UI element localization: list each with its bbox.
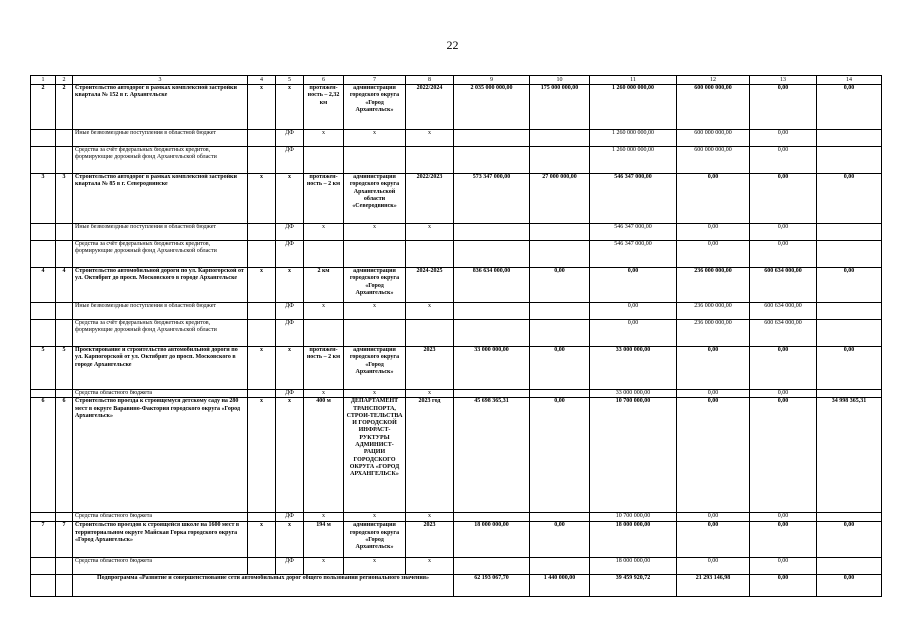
- executor-cell: х: [344, 303, 406, 320]
- total-amount: 0,00: [817, 575, 882, 597]
- amount-cell: 836 634 000,00: [454, 268, 530, 303]
- project-name: Строительство автомобильной дороги по ул. Карпогорской от ул. Октябрят до просп. Московского в городе Архангельске: [73, 268, 248, 303]
- row-sub-number: [56, 241, 73, 268]
- row-sub-number: 3: [56, 174, 73, 224]
- amount-cell: 0,00: [750, 130, 817, 147]
- table-subrow: [31, 303, 882, 320]
- amount-cell: 0,00: [530, 522, 590, 558]
- amount-cell: [454, 147, 530, 174]
- amount-cell: 0,00: [677, 174, 750, 224]
- capacity-cell: [304, 147, 344, 174]
- capacity-cell: 2 км: [304, 268, 344, 303]
- amount-cell: 0,00: [677, 513, 750, 522]
- row-number: 3: [31, 174, 56, 224]
- amount-cell: 0,00: [750, 241, 817, 268]
- period-cell: [406, 241, 454, 268]
- row-sub-number: [56, 390, 73, 398]
- amount-cell: [530, 558, 590, 575]
- table-cell: х: [276, 398, 304, 513]
- period-cell: х: [406, 303, 454, 320]
- table-cell: х: [248, 85, 276, 130]
- row-sub-number: [56, 303, 73, 320]
- row-number: [31, 241, 56, 268]
- amount-cell: 600 634 000,00: [750, 320, 817, 347]
- table-cell: х: [276, 522, 304, 558]
- subprogram-total-label: Подпрограмма «Развитие и совершенствование сети автомобильных дорог общего пользования регионального значения»: [73, 575, 454, 597]
- table-cell: х: [248, 268, 276, 303]
- column-header: 8: [406, 76, 454, 85]
- table-row: [31, 522, 882, 558]
- amount-cell: 0,00: [530, 398, 590, 513]
- project-name: Проектирование и строительство автомобильной дороги по ул. Карпогорской от ул. Октябрят до просп. Московского в городе Архангельске: [73, 347, 248, 390]
- table-subrow: [31, 130, 882, 147]
- amount-cell: [530, 390, 590, 398]
- amount-cell: 0,00: [677, 347, 750, 390]
- total-amount: 21 293 146,98: [677, 575, 750, 597]
- amount-cell: 0,00: [817, 85, 882, 130]
- project-name: Строительство автодорог в рамках комплексной застройки квартала № 85 в г. Северодвинске: [73, 174, 248, 224]
- amount-cell: 10 700 000,00: [590, 398, 677, 513]
- total-amount: 0,00: [750, 575, 817, 597]
- capacity-cell: х: [304, 513, 344, 522]
- funding-source: Средства за счёт федеральных бюджетных кредитов, формирующие дорожный фонд Архангельской области: [73, 320, 248, 347]
- amount-cell: [817, 241, 882, 268]
- capacity-cell: х: [304, 390, 344, 398]
- table-cell: ДФ: [276, 558, 304, 575]
- table-cell: ДФ: [276, 130, 304, 147]
- funding-source: Иные безвозмездные поступления в областной бюджет: [73, 303, 248, 320]
- executor-cell: [344, 241, 406, 268]
- table-cell: ДФ: [276, 147, 304, 174]
- capacity-cell: [304, 320, 344, 347]
- table-cell: [248, 303, 276, 320]
- amount-cell: [454, 130, 530, 147]
- executor-cell: х: [344, 390, 406, 398]
- amount-cell: [454, 513, 530, 522]
- row-number: [31, 513, 56, 522]
- row-sub-number: 2: [56, 85, 73, 130]
- table-cell: х: [248, 398, 276, 513]
- table-cell: [248, 147, 276, 174]
- capacity-cell: х: [304, 558, 344, 575]
- column-header: 6: [304, 76, 344, 85]
- amount-cell: 0,00: [677, 398, 750, 513]
- row-number: 5: [31, 347, 56, 390]
- period-cell: 2024-2025: [406, 268, 454, 303]
- amount-cell: [817, 513, 882, 522]
- period-cell: х: [406, 513, 454, 522]
- funding-source: Средства областного бюджета: [73, 390, 248, 398]
- amount-cell: [817, 130, 882, 147]
- row-sub-number: [56, 224, 73, 241]
- amount-cell: [817, 558, 882, 575]
- amount-cell: 0,00: [677, 224, 750, 241]
- amount-cell: 0,00: [530, 268, 590, 303]
- table-cell: [56, 575, 73, 597]
- amount-cell: 0,00: [750, 224, 817, 241]
- amount-cell: 0,00: [677, 241, 750, 268]
- row-number: [31, 147, 56, 174]
- table-subrow: [31, 513, 882, 522]
- table-cell: ДФ: [276, 320, 304, 347]
- table-cell: ДФ: [276, 390, 304, 398]
- amount-cell: 0,00: [750, 147, 817, 174]
- amount-cell: 600 000 000,00: [677, 130, 750, 147]
- row-number: 2: [31, 85, 56, 130]
- amount-cell: 236 000 000,00: [677, 320, 750, 347]
- column-header: 14: [817, 76, 882, 85]
- amount-cell: [817, 224, 882, 241]
- amount-cell: 1 260 000 000,00: [590, 85, 677, 130]
- table-cell: ДФ: [276, 303, 304, 320]
- amount-cell: 27 000 000,00: [530, 174, 590, 224]
- amount-cell: 0,00: [677, 390, 750, 398]
- executor-cell: администрация городского округа Архангельской области «Северодвинск»: [344, 174, 406, 224]
- funding-source: Средства за счёт федеральных бюджетных кредитов, формирующие дорожный фонд Архангельской области: [73, 147, 248, 174]
- table-cell: ДФ: [276, 224, 304, 241]
- amount-cell: 33 000 000,00: [590, 390, 677, 398]
- funding-source: Средства областного бюджета: [73, 513, 248, 522]
- table-subrow: [31, 147, 882, 174]
- amount-cell: 0,00: [750, 398, 817, 513]
- amount-cell: 2 035 000 000,00: [454, 85, 530, 130]
- period-cell: х: [406, 130, 454, 147]
- amount-cell: 0,00: [590, 303, 677, 320]
- column-header: 2: [56, 76, 73, 85]
- row-sub-number: [56, 130, 73, 147]
- executor-cell: ДЕПАРТАМЕНТ ТРАНСПОРТА, СТРОИ-ТЕЛЬСТВА И ГОРОДСКОЙ ИНФРАСТ-РУКТУРЫ АДМИНИСТ-РАЦИИ ГОРОДСКОГО ОКРУГА «ГОРОД АРХАНГЕЛЬСК»: [344, 398, 406, 513]
- amount-cell: [817, 320, 882, 347]
- amount-cell: 546 347 000,00: [590, 241, 677, 268]
- amount-cell: 0,00: [677, 558, 750, 575]
- amount-cell: [530, 241, 590, 268]
- capacity-cell: 194 м: [304, 522, 344, 558]
- row-number: 7: [31, 522, 56, 558]
- funding-source: Средства за счёт федеральных бюджетных кредитов, формирующие дорожный фонд Архангельской области: [73, 241, 248, 268]
- period-cell: х: [406, 224, 454, 241]
- project-name: Строительство автодорог в рамках комплексной застройки квартала № 152 в г. Архангельске: [73, 85, 248, 130]
- amount-cell: 0,00: [750, 522, 817, 558]
- amount-cell: 0,00: [817, 347, 882, 390]
- executor-cell: [344, 320, 406, 347]
- amount-cell: 10 700 000,00: [590, 513, 677, 522]
- period-cell: х: [406, 390, 454, 398]
- table-cell: ДФ: [276, 513, 304, 522]
- amount-cell: [817, 390, 882, 398]
- amount-cell: 0,00: [750, 513, 817, 522]
- table-cell: [248, 320, 276, 347]
- column-header: 11: [590, 76, 677, 85]
- amount-cell: 600 634 000,00: [750, 303, 817, 320]
- executor-cell: администрация городского округа «Город Архангельск»: [344, 347, 406, 390]
- column-header: 4: [248, 76, 276, 85]
- executor-cell: х: [344, 558, 406, 575]
- capacity-cell: [304, 241, 344, 268]
- period-cell: [406, 147, 454, 174]
- amount-cell: 33 000 000,00: [454, 347, 530, 390]
- amount-cell: 175 000 000,00: [530, 85, 590, 130]
- table-subrow: [31, 224, 882, 241]
- amount-cell: [454, 303, 530, 320]
- amount-cell: [530, 303, 590, 320]
- table-cell: х: [248, 347, 276, 390]
- row-number: 6: [31, 398, 56, 513]
- row-sub-number: 6: [56, 398, 73, 513]
- row-number: [31, 224, 56, 241]
- amount-cell: 0,00: [530, 347, 590, 390]
- amount-cell: 33 000 000,00: [590, 347, 677, 390]
- row-number: [31, 303, 56, 320]
- table-cell: [248, 130, 276, 147]
- column-header: 9: [454, 76, 530, 85]
- table-subrow: [31, 320, 882, 347]
- period-cell: 2023: [406, 522, 454, 558]
- amount-cell: [454, 241, 530, 268]
- amount-cell: 0,00: [750, 174, 817, 224]
- executor-cell: х: [344, 224, 406, 241]
- amount-cell: 0,00: [750, 85, 817, 130]
- table-row: [31, 268, 882, 303]
- executor-cell: администрация городского округа «Город Архангельск»: [344, 522, 406, 558]
- funding-source: Иные безвозмездные поступления в областной бюджет: [73, 224, 248, 241]
- table-cell: [248, 224, 276, 241]
- column-header: 7: [344, 76, 406, 85]
- table-row: [31, 347, 882, 390]
- capacity-cell: протяжен-ность – 2 км: [304, 174, 344, 224]
- row-sub-number: [56, 147, 73, 174]
- amount-cell: 0,00: [677, 522, 750, 558]
- amount-cell: 45 698 365,31: [454, 398, 530, 513]
- executor-cell: администрация городского округа «Город Архангельск»: [344, 268, 406, 303]
- amount-cell: 0,00: [817, 268, 882, 303]
- column-header: 12: [677, 76, 750, 85]
- budget-table: [30, 75, 882, 597]
- amount-cell: [454, 224, 530, 241]
- capacity-cell: х: [304, 224, 344, 241]
- period-cell: х: [406, 558, 454, 575]
- table-cell: [248, 513, 276, 522]
- table-cell: х: [276, 174, 304, 224]
- amount-cell: [454, 558, 530, 575]
- amount-cell: 0,00: [590, 320, 677, 347]
- table-row: [31, 85, 882, 130]
- row-number: [31, 320, 56, 347]
- table-cell: ДФ: [276, 241, 304, 268]
- amount-cell: 1 260 000 000,00: [590, 130, 677, 147]
- table-row: [31, 174, 882, 224]
- amount-cell: 1 260 000 000,00: [590, 147, 677, 174]
- amount-cell: 34 998 365,31: [817, 398, 882, 513]
- column-header: 13: [750, 76, 817, 85]
- amount-cell: 573 347 000,00: [454, 174, 530, 224]
- table-cell: [248, 558, 276, 575]
- amount-cell: 0,00: [817, 522, 882, 558]
- capacity-cell: х: [304, 303, 344, 320]
- amount-cell: [530, 513, 590, 522]
- row-number: [31, 130, 56, 147]
- total-amount: 62 193 067,70: [454, 575, 530, 597]
- table-cell: х: [248, 522, 276, 558]
- amount-cell: [530, 147, 590, 174]
- project-name: Строительство проезда к строящемуся детскому саду на 280 мест в округе Варавино-Фактория городского округа «Город Архангельск»: [73, 398, 248, 513]
- table-subrow: [31, 558, 882, 575]
- table-row: [31, 398, 882, 513]
- project-name: Строительство проездов к строящейся школе на 1600 мест в территориальном округе Майская Горка городского округа «Город Архангельск»: [73, 522, 248, 558]
- amount-cell: [530, 320, 590, 347]
- executor-cell: [344, 147, 406, 174]
- executor-cell: администрация городского округа «Город Архангельск»: [344, 85, 406, 130]
- amount-cell: [817, 303, 882, 320]
- period-cell: [406, 320, 454, 347]
- amount-cell: 18 000 000,00: [454, 522, 530, 558]
- amount-cell: [530, 224, 590, 241]
- column-header: 1: [31, 76, 56, 85]
- amount-cell: 546 347 000,00: [590, 224, 677, 241]
- amount-cell: 600 000 000,00: [677, 85, 750, 130]
- column-number-row: [31, 76, 882, 85]
- funding-source: Иные безвозмездные поступления в областной бюджет: [73, 130, 248, 147]
- capacity-cell: протяжен-ность – 2 км: [304, 347, 344, 390]
- period-cell: 2022/2024: [406, 85, 454, 130]
- table-cell: х: [276, 268, 304, 303]
- amount-cell: [817, 147, 882, 174]
- amount-cell: [530, 130, 590, 147]
- row-sub-number: [56, 320, 73, 347]
- executor-cell: х: [344, 513, 406, 522]
- capacity-cell: х: [304, 130, 344, 147]
- amount-cell: 0,00: [750, 558, 817, 575]
- amount-cell: [454, 390, 530, 398]
- amount-cell: 0,00: [750, 390, 817, 398]
- row-sub-number: 5: [56, 347, 73, 390]
- executor-cell: х: [344, 130, 406, 147]
- funding-source: Средства областного бюджета: [73, 558, 248, 575]
- period-cell: 2023 год: [406, 398, 454, 513]
- column-header: 10: [530, 76, 590, 85]
- row-sub-number: [56, 558, 73, 575]
- row-sub-number: 4: [56, 268, 73, 303]
- row-number: [31, 390, 56, 398]
- table-cell: [31, 575, 56, 597]
- total-row: [31, 575, 882, 597]
- amount-cell: 600 000 000,00: [677, 147, 750, 174]
- row-sub-number: [56, 513, 73, 522]
- amount-cell: 0,00: [817, 174, 882, 224]
- row-number: 4: [31, 268, 56, 303]
- row-number: [31, 558, 56, 575]
- total-amount: 1 440 000,00: [530, 575, 590, 597]
- amount-cell: 0,00: [750, 347, 817, 390]
- amount-cell: 546 347 000,00: [590, 174, 677, 224]
- amount-cell: [454, 320, 530, 347]
- period-cell: 2023: [406, 347, 454, 390]
- amount-cell: 600 634 000,00: [750, 268, 817, 303]
- amount-cell: 18 000 000,00: [590, 558, 677, 575]
- row-sub-number: 7: [56, 522, 73, 558]
- period-cell: 2022/2023: [406, 174, 454, 224]
- table-subrow: [31, 390, 882, 398]
- table-cell: х: [276, 85, 304, 130]
- column-header: 5: [276, 76, 304, 85]
- amount-cell: 0,00: [590, 268, 677, 303]
- amount-cell: 18 000 000,00: [590, 522, 677, 558]
- table-cell: х: [248, 174, 276, 224]
- table-cell: х: [276, 347, 304, 390]
- capacity-cell: протяжен-ность – 2,32 км: [304, 85, 344, 130]
- amount-cell: 236 000 000,00: [677, 303, 750, 320]
- capacity-cell: 400 м: [304, 398, 344, 513]
- column-header: 3: [73, 76, 248, 85]
- amount-cell: 236 000 000,00: [677, 268, 750, 303]
- page-number: 22: [446, 38, 459, 52]
- total-amount: 39 459 920,72: [590, 575, 677, 597]
- table-cell: [248, 241, 276, 268]
- table-cell: [248, 390, 276, 398]
- table-subrow: [31, 241, 882, 268]
